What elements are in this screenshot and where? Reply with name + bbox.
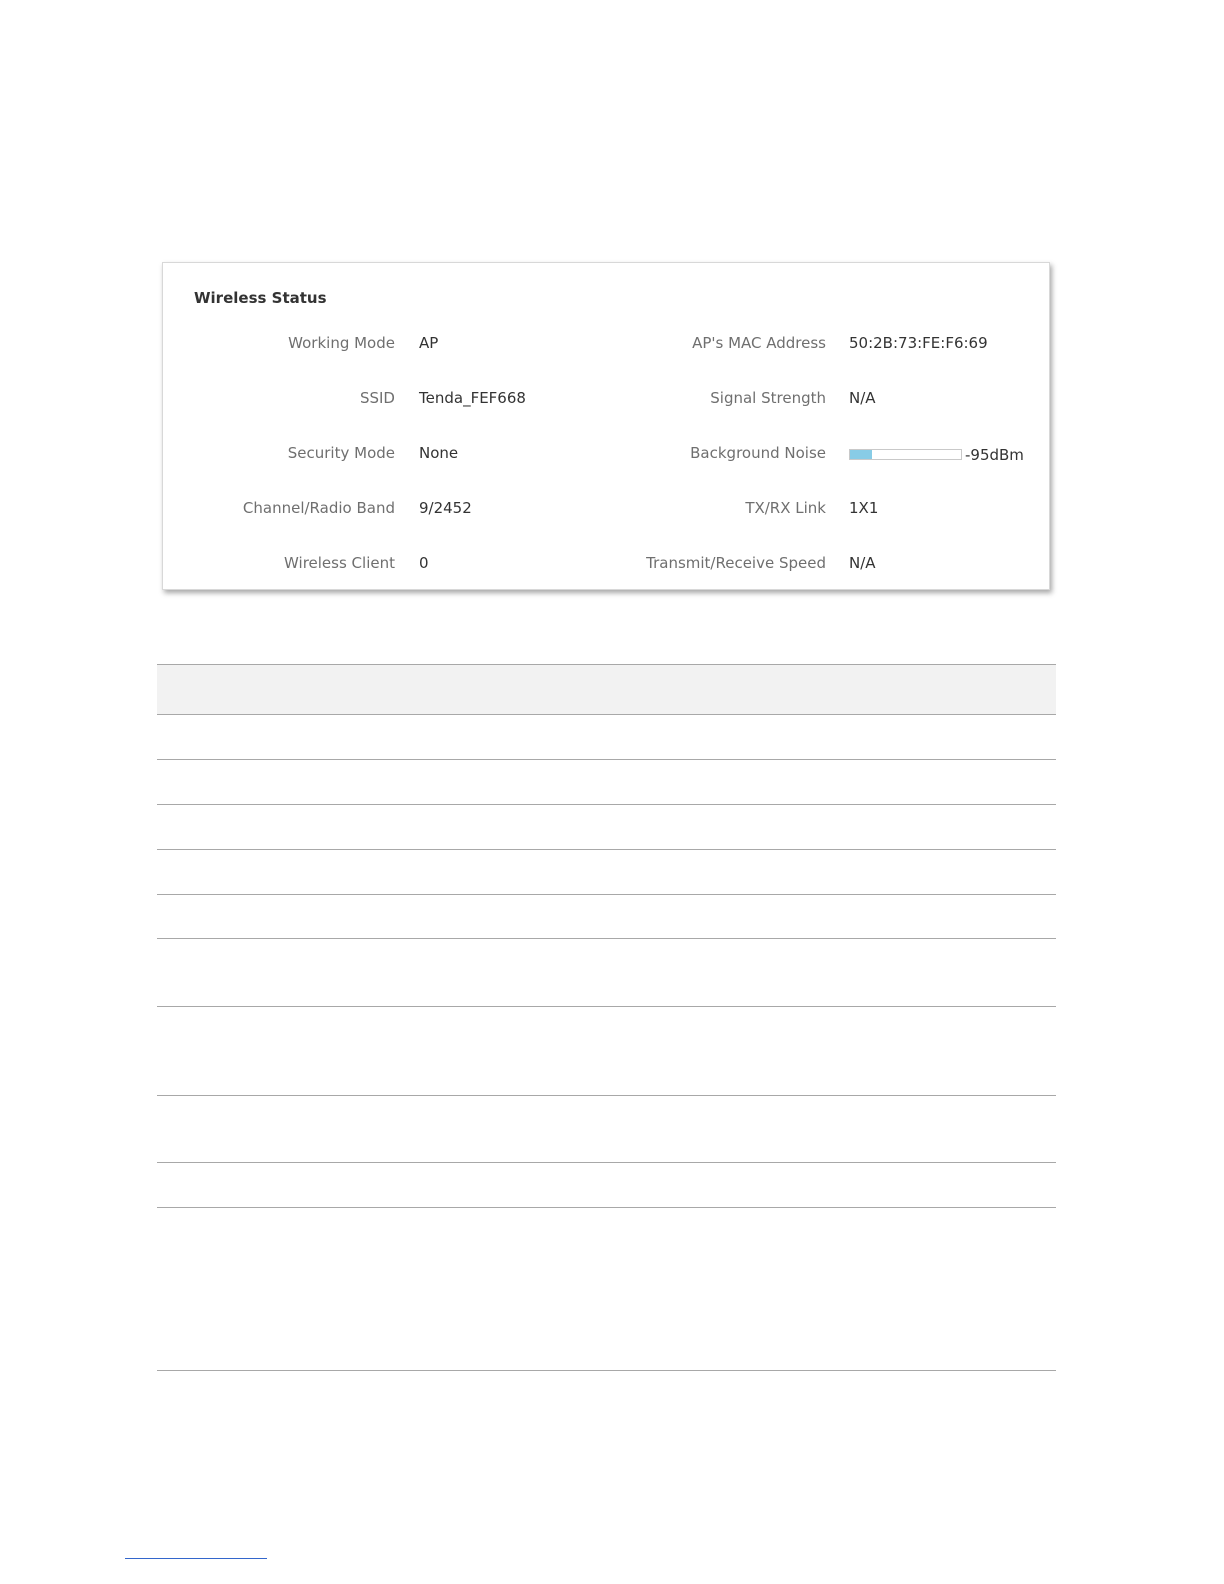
mac-address-value: 50:2B:73:FE:F6:69 [849, 334, 988, 352]
signal-strength-label: Signal Strength [710, 389, 826, 407]
row-channel [163, 496, 1049, 520]
wireless-client-label: Wireless Client [284, 554, 395, 572]
wireless-client-value: 0 [419, 554, 429, 572]
panel-title: Wireless Status [194, 289, 327, 307]
background-noise-meter [849, 441, 1024, 465]
working-mode-label: Working Mode [288, 334, 395, 352]
mac-address-label: AP's MAC Address [692, 334, 826, 352]
tx-rx-speed-value: N/A [849, 554, 876, 572]
working-mode-value: AP [419, 334, 439, 352]
security-mode-label: Security Mode [287, 444, 395, 462]
table-row [157, 1096, 1056, 1163]
wireless-status-panel [162, 262, 1050, 590]
row-wireless-client [163, 551, 1049, 575]
ssid-value: Tenda_FEF668 [419, 389, 526, 407]
table-row [157, 939, 1056, 1007]
security-mode-value: None [419, 444, 459, 462]
tx-rx-speed-label: Transmit/Receive Speed [646, 554, 826, 572]
channel-band-label: Channel/Radio Band [242, 499, 395, 517]
table-row [157, 850, 1056, 895]
table-row [157, 715, 1056, 760]
channel-band-value: 9/2452 [419, 499, 472, 517]
footnote-separator [125, 1558, 267, 1559]
row-ssid [163, 386, 1049, 410]
noise-level-bar [849, 449, 962, 460]
ssid-label: SSID [359, 389, 395, 407]
table-row [157, 1208, 1056, 1371]
background-noise-label: Background Noise [690, 444, 826, 462]
parameter-table [157, 664, 1056, 1371]
tx-rx-link-label: TX/RX Link [745, 499, 826, 517]
row-security-mode [163, 441, 1049, 465]
background-noise-value: -95dBm [965, 446, 1024, 464]
table-row [157, 805, 1056, 850]
row-working-mode [163, 331, 1049, 355]
table-row [157, 760, 1056, 805]
tx-rx-link-value: 1X1 [849, 499, 879, 517]
table-row [157, 895, 1056, 939]
noise-level-fill [850, 450, 872, 459]
table-row [157, 1163, 1056, 1208]
table-row [157, 1007, 1056, 1096]
signal-strength-value: N/A [849, 389, 876, 407]
table-header [157, 664, 1056, 715]
